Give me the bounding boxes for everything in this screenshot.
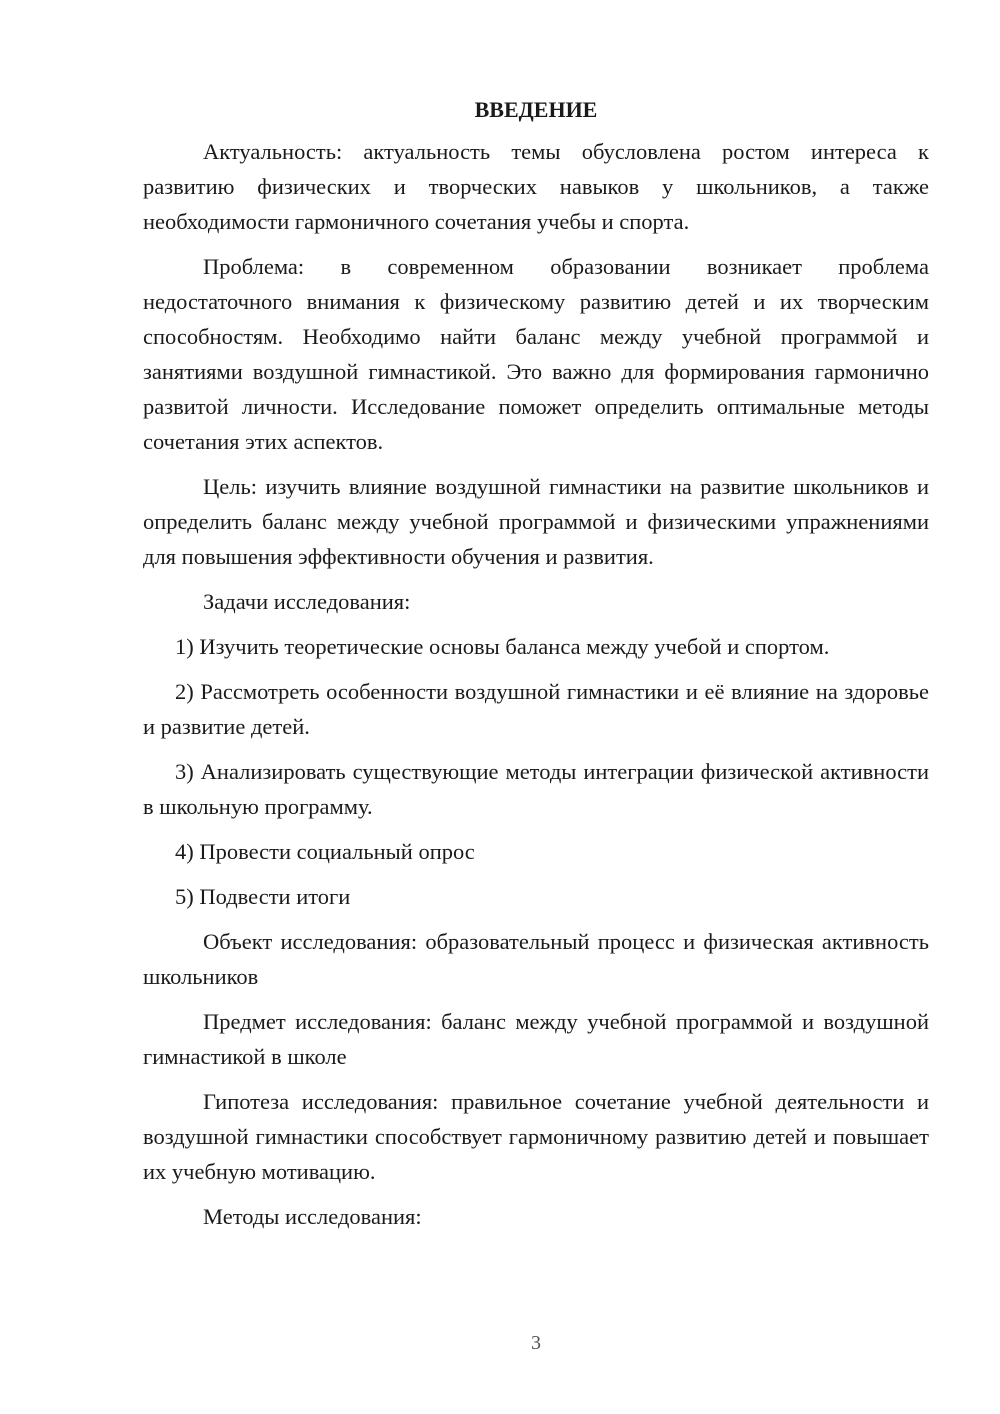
paragraph-goal: Цель: изучить влияние воздушной гимнастики на развитие школьников и определить баланс между учебной программой и физическими упражнениями для повышения эффективности обучения и развития. (143, 474, 929, 569)
paragraph-methods: Методы исследования: (203, 1204, 422, 1229)
paragraph-tasks-title: Задачи исследования: (203, 589, 411, 614)
task-item-5: 5) Подвести итоги (175, 884, 351, 909)
task-item-2: 2) Рассмотреть особенности воздушной гимнастики и её влияние на здоровье и развитие детей. (143, 679, 929, 739)
page-number: 3 (531, 1332, 541, 1354)
task-item-3: 3) Анализировать существующие методы интеграции физической активности в школьную программу. (143, 759, 929, 819)
page-content (143, 92, 929, 1244)
paragraph-problem: Проблема: в современном образовании возникает проблема недостаточного внимания к физическому развитию детей и их творческим способностям. Необходимо найти баланс между учебной программой и занятиями воздушной гимнастикой. Это важно для формирования гармонично развитой личности. Исследование поможет определить оптимальные методы сочетания этих аспектов. (143, 254, 929, 454)
paragraph-hypothesis: Гипотеза исследования: правильное сочетание учебной деятельности и воздушной гимнастики способствует гармоничному развитию детей и повышает их учебную мотивацию. (143, 1089, 929, 1184)
paragraph-subject: Предмет исследования: баланс между учебной программой и воздушной гимнастикой в школе (143, 1009, 929, 1069)
task-item-4: 4) Провести социальный опрос (175, 839, 475, 864)
paragraph-relevance: Актуальность: актуальность темы обусловлена ростом интереса к развитию физических и творческих навыков у школьников, а также необходимости гармоничного сочетания учебы и спорта. (143, 139, 929, 234)
paragraph-object: Объект исследования: образовательный процесс и физическая активность школьников (143, 929, 929, 989)
task-item-1: 1) Изучить теоретические основы баланса между учебой и спортом. (175, 634, 830, 659)
section-heading: ВВЕДЕНИЕ (474, 97, 598, 122)
